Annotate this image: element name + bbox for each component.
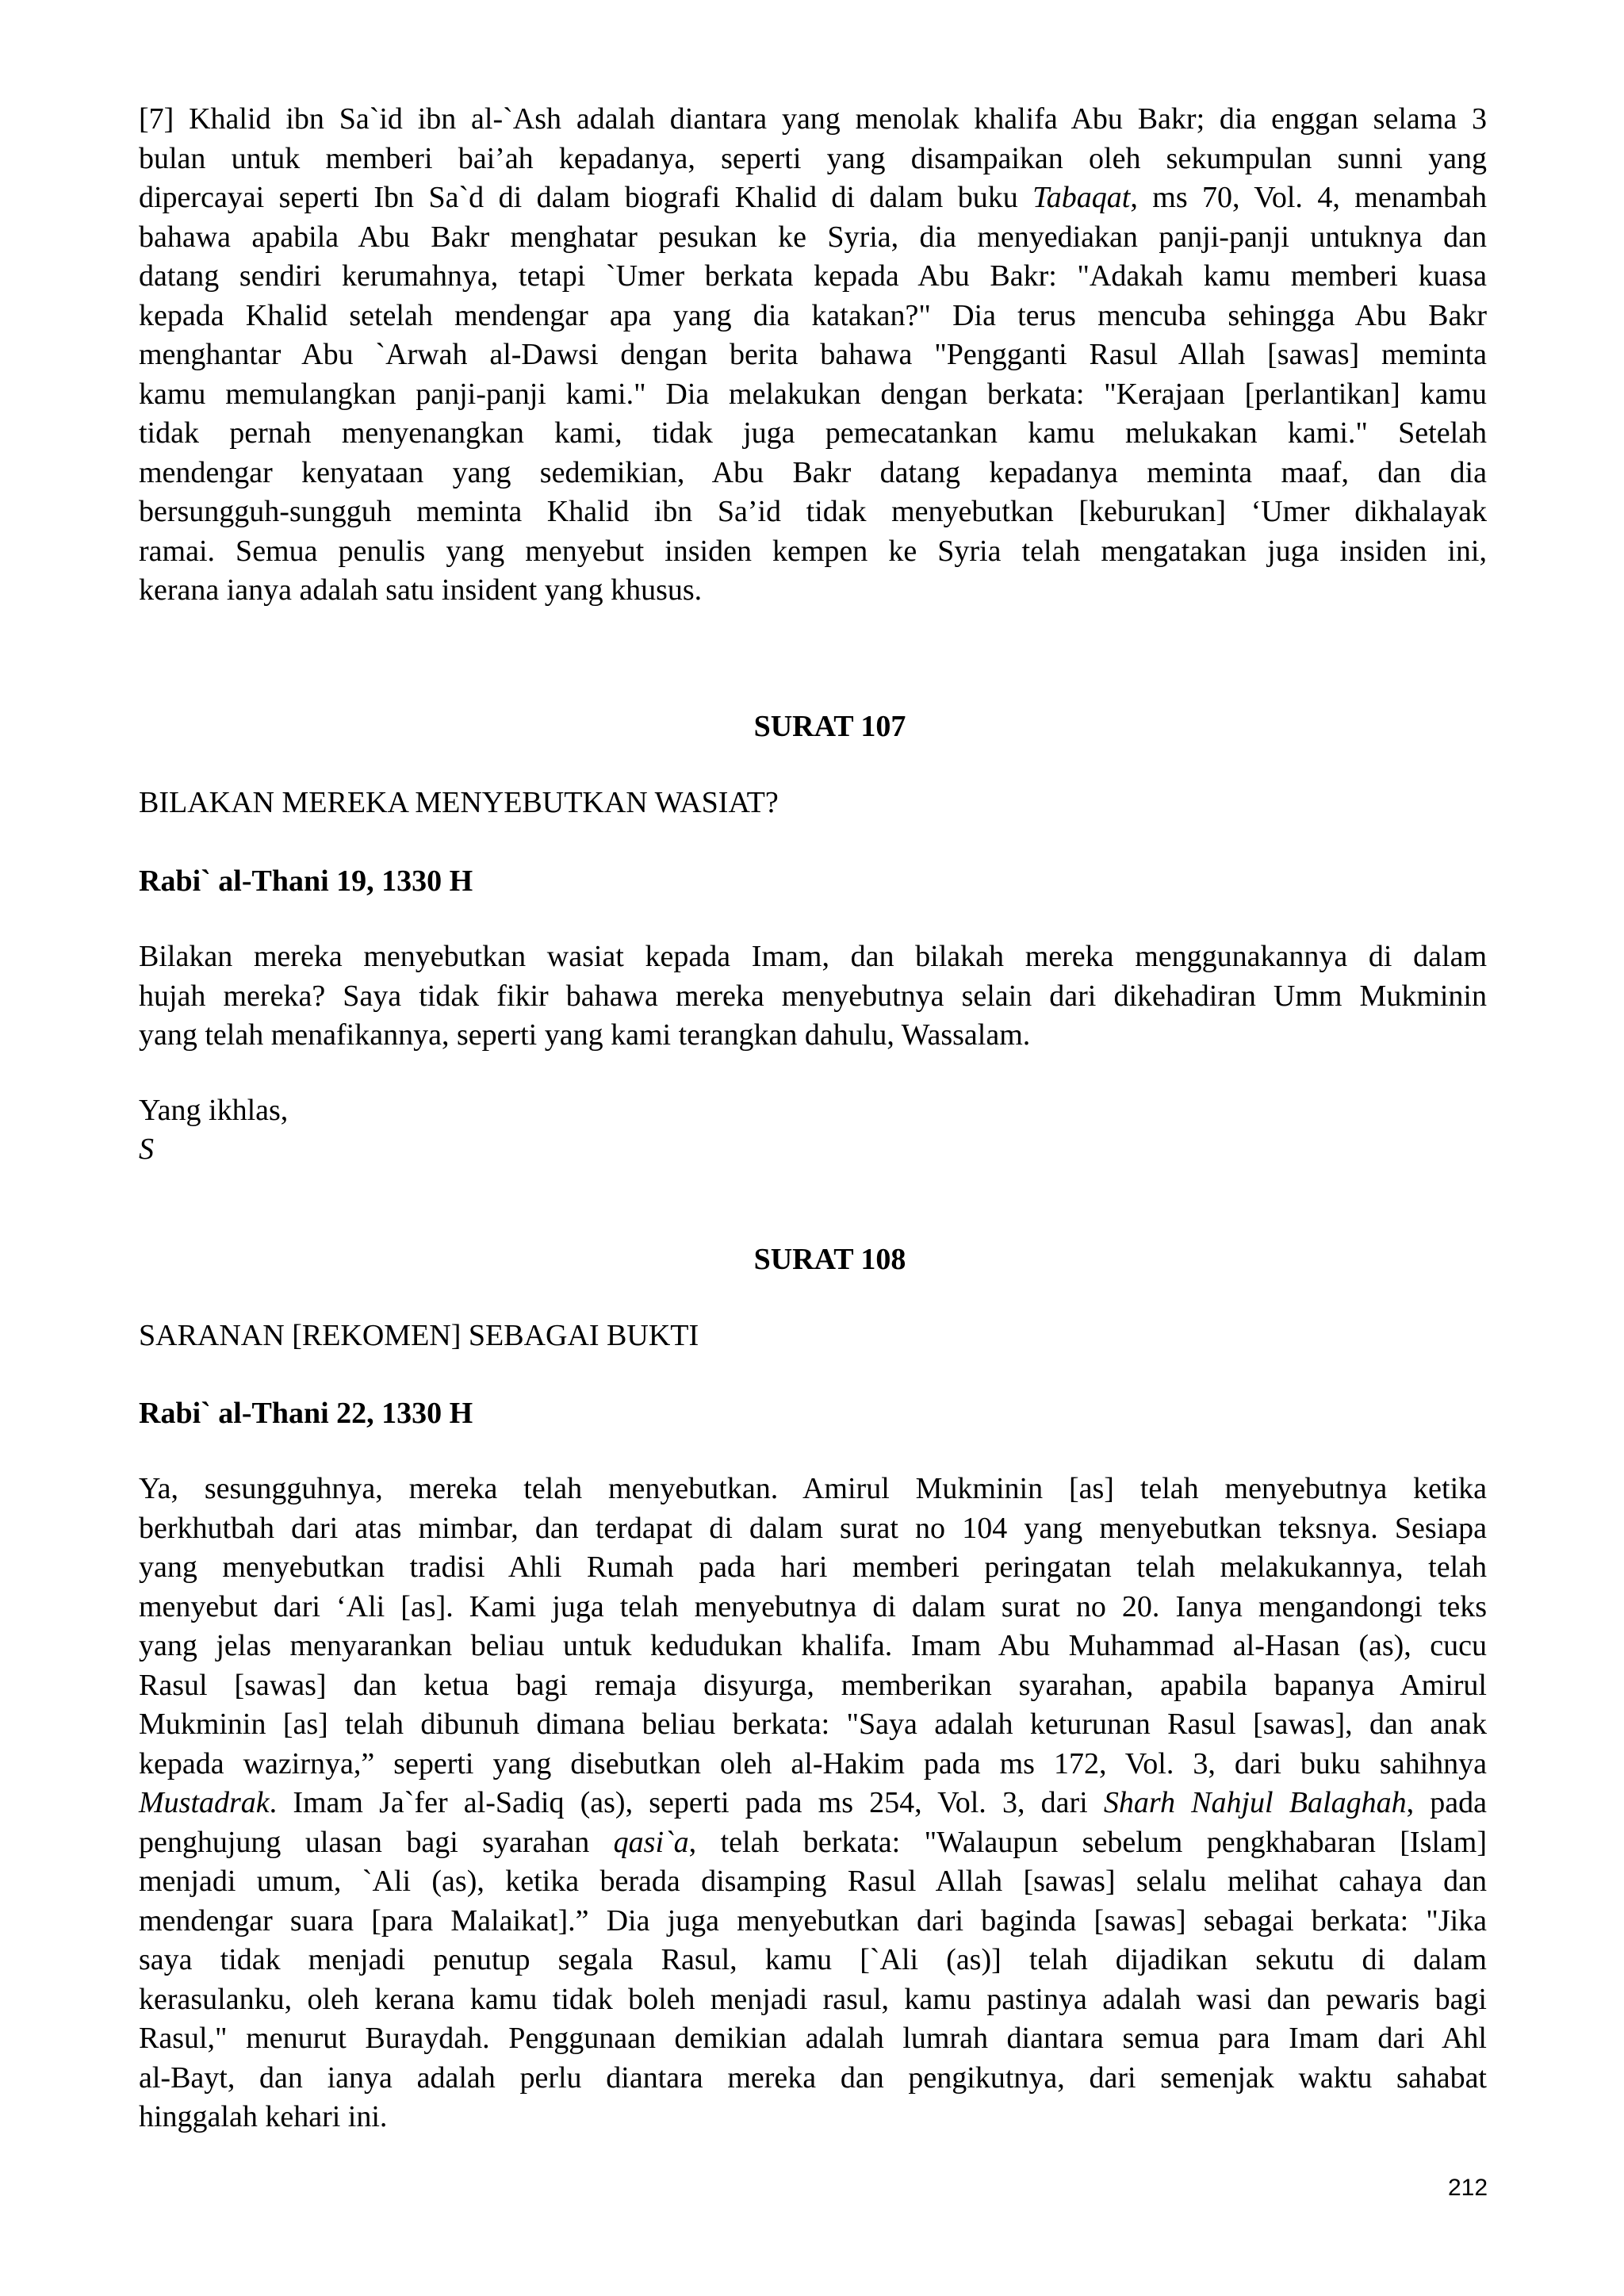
text-line: Mukminin [as] telah dibunuh dimana beliau berkata: "Saya adalah keturunan Rasul [sawas], dan anak: [139, 1708, 1487, 1741]
letter-108-subject: SARANAN [REKOMEN] SEBAGAI BUKTI: [139, 1319, 699, 1352]
text-line: berkhutbah dari atas mimbar, dan terdapat di dalam surat no 104 yang menyebutkan teksnya. Sesiapa: [139, 1511, 1487, 1545]
term: qasi`a: [613, 1825, 689, 1859]
letter-108-body: [139, 1470, 1487, 2137]
text-line: mendengar kenyataan yang sedemikian, Abu Bakr datang kepadanya meminta maaf, dan dia: [139, 455, 1487, 489]
text-line: Rasul [sawas] dan ketua bagi remaja disyurga, memberikan syarahan, apabila bapanya Amirul: [139, 1668, 1487, 1702]
letter-107-signature: S: [139, 1133, 154, 1166]
text-line: penghujung ulasan bagi syarahan qasi`a, telah berkata: "Walaupun sebelum pengkhabaran [Islam]: [139, 1825, 1488, 1859]
text-line: kerana ianya adalah satu insident yang khusus.: [139, 573, 703, 607]
text-line: kepada wazirnya,” seperti yang disebutkan oleh al-Hakim pada ms 172, Vol. 3, dari buku sahihnya: [139, 1746, 1487, 1780]
book-title: Sharh Nahjul Balaghah: [1103, 1786, 1407, 1819]
text-line: [7] Khalid ibn Sa`id ibn al-`Ash adalah diantara yang menolak khalifa Abu Bakr; dia enggan selama 3: [139, 102, 1487, 136]
text-line: kepada Khalid setelah mendengar apa yang dia katakan?" Dia terus mencuba sehingga Abu Bakr: [139, 298, 1487, 332]
book-title: Mustadrak: [139, 1786, 270, 1819]
letter-107-subject: BILAKAN MEREKA MENYEBUTKAN WASIAT?: [139, 786, 779, 819]
text-line: yang jelas menyarankan beliau untuk kedudukan khalifa. Imam Abu Muhammad al-Hasan (as), cucu: [139, 1629, 1487, 1662]
letter-107-date: Rabi` al-Thani 19, 1330 H: [139, 864, 473, 898]
footnote-7: [139, 100, 1487, 611]
text-line: ramai. Semua penulis yang menyebut insiden kempen ke Syria telah mengatakan juga insiden ini,: [139, 534, 1487, 568]
text-line: mendengar suara [para Malaikat].” Dia juga menyebutkan dari baginda [sawas] sebagai berkata: "Jika: [139, 1903, 1487, 1938]
letter-107-closing: Yang ikhlas,: [139, 1094, 289, 1127]
letter-107-body: [139, 937, 1487, 1056]
text-line: kerasulanku, oleh kerana kamu tidak boleh menjadi rasul, kamu pastinya adalah wasi dan pewaris bagi: [139, 1982, 1487, 2016]
text-line: menyebut dari ‘Ali [as]. Kami juga telah menyebutnya di dalam surat no 20. Ianya mengandongi teks: [139, 1589, 1487, 1623]
text-line: menghantar Abu `Arwah al-Dawsi dengan berita bahawa "Pengganti Rasul Allah [sawas] meminta: [139, 338, 1487, 371]
letter-107-heading: SURAT 107: [753, 710, 906, 743]
text-line: Ya, sesungguhnya, mereka telah menyebutkan. Amirul Mukminin [as] telah menyebutnya ketika: [139, 1472, 1487, 1505]
letter-108-date: Rabi` al-Thani 22, 1330 H: [139, 1397, 473, 1430]
text-line: yang telah menafikannya, seperti yang kami terangkan dahulu, Wassalam.: [139, 1018, 1031, 1052]
text-line: Mustadrak. Imam Ja`fer al-Sadiq (as), seperti pada ms 254, Vol. 3, dari Sharh Nahjul Balaghah, pada: [139, 1786, 1487, 1819]
text-line: Rasul," menurut Buraydah. Penggunaan demikian adalah lumrah diantara semua para Imam dari Ahl: [139, 2022, 1487, 2055]
text-line: hinggalah kehari ini.: [139, 2100, 388, 2133]
text-line: saya tidak menjadi penutup segala Rasul, kamu [`Ali (as)] telah dijadikan sekutu di dalam: [139, 1943, 1487, 1976]
text-line: bahawa apabila Abu Bakr menghatar pesukan ke Syria, dia menyediakan panji-panji untuknya dan: [139, 220, 1487, 254]
text-line: kamu memulangkan panji-panji kami." Dia melakukan dengan berkata: "Kerajaan [perlantikan] kamu: [139, 377, 1487, 411]
text-line: bulan untuk memberi bai’ah kepadanya, seperti yang disampaikan oleh sekumpulan sunni yang: [139, 141, 1487, 175]
text-line: dipercayai seperti Ibn Sa`d di dalam biografi Khalid di dalam buku Tabaqat, ms 70, Vol. 4, menambah: [139, 181, 1487, 214]
text-line: yang menyebutkan tradisi Ahli Rumah pada hari memberi peringatan telah melakukannya, telah: [139, 1550, 1487, 1584]
text-line: tidak pernah menyenangkan kami, tidak juga pemecatankan kamu melukakan kami." Setelah: [139, 416, 1487, 450]
text-line: bersungguh-sungguh meminta Khalid ibn Sa’id tidak menyebutkan [keburukan] ‘Umer dikhalayak: [139, 495, 1487, 528]
page-number: 212: [1448, 2175, 1488, 2201]
text-line: Bilakan mereka menyebutkan wasiat kepada Imam, dan bilakah mereka menggunakannya di dalam: [139, 940, 1487, 973]
text-line: hujah mereka? Saya tidak fikir bahawa mereka menyebutnya selain dari dikehadiran Umm Mukminin: [139, 979, 1487, 1013]
book-title: Tabaqat: [1032, 181, 1131, 214]
text-line: al-Bayt, dan ianya adalah perlu diantara mereka dan pengikutnya, dari semenjak waktu sahabat: [139, 2060, 1487, 2095]
text-line: menjadi umum, `Ali (as), ketika berada disamping Rasul Allah [sawas] selalu melihat cahaya dan: [139, 1865, 1487, 1898]
letter-108-heading: SURAT 108: [753, 1243, 906, 1276]
text-line: datang sendiri kerumahnya, tetapi `Umer berkata kepada Abu Bakr: "Adakah kamu memberi kuasa: [139, 259, 1487, 293]
